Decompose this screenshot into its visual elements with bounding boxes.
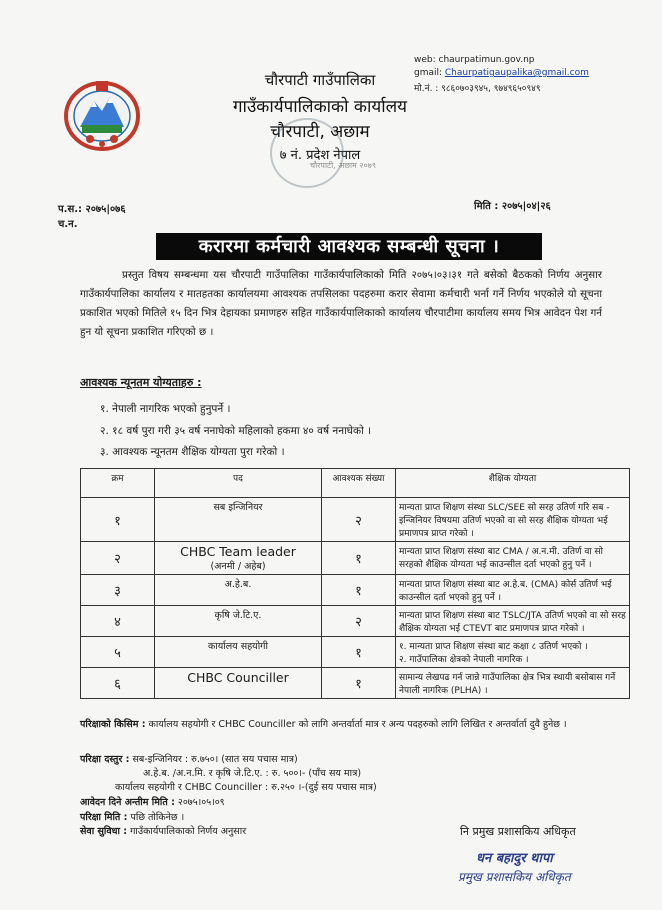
exam-type-label: परिक्षाको किसिम : xyxy=(80,719,146,730)
row-qualification: मान्यता प्राप्त शिक्षण संस्था बाट अ.हे.ब. (CMA) कोर्स उतिर्ण भई काउन्सील दर्ता भएको हुनु पर्ने । xyxy=(396,575,630,606)
table-row xyxy=(81,542,630,575)
table-row xyxy=(81,637,630,668)
row-post xyxy=(155,606,322,637)
table-row xyxy=(81,668,630,699)
row-post xyxy=(155,668,322,699)
signatory-name: धन बहादुर थापा xyxy=(476,851,553,866)
dispatch-number: च.न. xyxy=(58,219,78,230)
website-line: web: chaurpatimun.gov.np xyxy=(414,55,535,65)
col-header-qualification: शैक्षिक योग्यता xyxy=(396,469,630,498)
exam-fee xyxy=(80,752,298,765)
row-sn: ३ xyxy=(81,575,155,606)
email-line xyxy=(414,68,589,78)
table-row xyxy=(81,606,630,637)
deadline xyxy=(80,795,225,808)
row-qualification: मान्यता प्राप्त शिक्षण संस्था बाट TSLC/JTA उतिर्ण भएको वा सो सरह शैक्षिक योग्यता भई CTEVT बाट प्रमाणपत्र प्राप्त गरेको । xyxy=(396,606,630,637)
row-post xyxy=(155,575,322,606)
col-header-sn: क्रम xyxy=(81,469,155,498)
ref-number: प.स.: २०७५|०७६ xyxy=(58,204,126,215)
exam-fee-3: कार्यालय सहयोगी र CHBC Counciller : रु.२५० ।-(दुई सय पचास मात्र) xyxy=(115,782,377,793)
post-name: कार्यालय सहयोगी xyxy=(208,641,268,652)
row-count: १ xyxy=(322,575,396,606)
exam-date xyxy=(80,810,184,823)
row-qualification: १. मान्यता प्राप्त शिक्षण संस्था बाट कक्षा ८ उतिर्ण भएको । २. गाउँपालिका क्षेत्रको नेपाली नागरिक । xyxy=(396,637,630,668)
notice-title: करारमा कर्मचारी आवश्यक सम्बन्धी सूचना । xyxy=(156,233,542,260)
office-name-line1: चौरपाटी गाउँपालिका xyxy=(264,71,376,89)
signatory-designation: प्रमुख प्रशासकिय अधिकृत xyxy=(458,870,571,884)
stamp-text: चौरपाटी, अछाम २०७९ xyxy=(310,161,376,170)
table-row xyxy=(81,498,630,542)
deadline-label: आवेदन दिने अन्तीम मिति : xyxy=(80,797,175,808)
row-sn: १ xyxy=(81,498,155,542)
exam-type xyxy=(80,716,620,733)
facility-label: सेवा सुविधा : xyxy=(80,826,128,837)
exam-fee-1: सब-इन्जिनियर : रु.७५०। (सात सय पचास मात्र) xyxy=(132,754,298,765)
row-count: २ xyxy=(322,606,396,637)
post-name: CHBC Counciller xyxy=(187,670,289,685)
email-label: gmail: xyxy=(414,68,445,78)
exam-date-value: पछि तोकिनेछ । xyxy=(130,812,185,823)
phone-line: मो.नं. : ९८६०७०३९४५, ९७४९६५०९४९ xyxy=(414,84,541,94)
row-post xyxy=(155,498,322,542)
row-post xyxy=(155,542,322,575)
exam-fee-2: अ.हे.ब. /अ.न.मि. र कृषि जे.टि.ए. : रु. ५००।- (पाँच सय मात्र) xyxy=(143,768,362,779)
post-name: कृषि जे.टि.ए. xyxy=(214,610,262,621)
exam-date-label: परिक्षा मिति : xyxy=(80,812,128,823)
province-line: ७ नं. प्रदेश नेपाल xyxy=(279,148,361,163)
post-subtitle: (अनमी / अहेब) xyxy=(210,561,266,572)
row-count: २ xyxy=(322,498,396,542)
row-post xyxy=(155,637,322,668)
notice-date: मिति : २०७५|०४|२६ xyxy=(474,201,551,212)
row-qualification: मान्यता प्राप्त शिक्षण संस्था बाट CMA / अ.न.मी. उतिर्ण वा सो सरहको शैक्षिक योग्यता भई काउन्सील दर्ता भएको हुनु पर्ने । xyxy=(396,542,630,575)
row-count: १ xyxy=(322,668,396,699)
office-name-line2: गाउँकार्यपालिकाको कार्यालय xyxy=(232,97,408,117)
requirement-item: २. १८ वर्ष पुरा गरी ३५ वर्ष ननाघेको महिलाको हकमा ४० वर्ष ननाघेको । xyxy=(100,425,372,437)
post-name: सब इन्जिनियर xyxy=(213,502,263,513)
row-sn: ४ xyxy=(81,606,155,637)
office-stamp xyxy=(270,118,344,188)
email-link[interactable]: Chaurpatigaupalika@gmail.com xyxy=(444,68,589,78)
row-count: १ xyxy=(322,542,396,575)
deadline-value: २०७५।०५।०९ xyxy=(177,797,225,808)
municipality-emblem xyxy=(60,77,144,155)
table-row xyxy=(81,575,630,606)
exam-type-value: कार्यालय सहयोगी र CHBC Counciller को लागि अन्तर्वार्ता मात्र र अन्य पदहरुको लागि लिखित र अन्तर्वार्ता दुवै हुनेछ । xyxy=(148,719,567,730)
facility-value: गाउँकार्यपालिकाको निर्णय अनुसार xyxy=(130,826,247,837)
row-qualification: मान्यता प्राप्त शिक्षण संस्था SLC/SEE सो सरह उतिर्ण गरि सब - इन्जिनियर विषयमा उतिर्ण भएको वा सो सरह शैक्षिक योग्यता भई प्रमाणपत्र प्राप्त गरेको । xyxy=(396,498,630,542)
post-name: CHBC Team leader xyxy=(180,544,296,559)
row-qualification: सामान्य लेखपढ गर्न जान्ने गाउँपालिका क्षेत्र भित्र स्थायी बसोबास गर्ने नेपाली नागरिक (PLHA) । xyxy=(396,668,630,699)
facility xyxy=(80,824,246,837)
table-header-row xyxy=(81,469,630,498)
intro-paragraph: प्रस्तुत विषय सम्बन्धमा यस चौरपाटी गाउँपालिका गाउँकार्यपालिकाको मिति २०७५।०३।३१ गते बसेको बैठकको निर्णय अनुसार गाउँकार्यपालिका कार्यालय र मातहतका कार्यालयमा आवश्यक तपसिलका पदहरुमा करार सेवामा कर्मचारी भर्ना गर्ने निर्णय भएकोले यो सूचना प्रकाशित भएको मितिले १५ दिन भित्र देहायका प्रमाणहरु सहित गाउँकार्यपालिकाको कार्यालय चौरपाटीमा कार्यालय समय भित्र आवेदन पेश गर्न हुन यो सूचना प्रकाशित गरिएको छ । xyxy=(80,269,602,338)
post-name: अ.हे.ब. xyxy=(224,579,252,590)
office-address: चौरपाटी, अछाम xyxy=(270,122,370,142)
col-header-count: आवश्यक संख्या xyxy=(322,469,396,498)
col-header-post: पद xyxy=(155,469,322,498)
requirement-item: ३. आवश्यक न्यूनतम शैक्षिक योग्यता पुरा गरेको । xyxy=(100,446,285,458)
posts-table xyxy=(80,468,630,699)
row-sn: ५ xyxy=(81,637,155,668)
requirement-item: १. नेपाली नागरिक भएको हुनुपर्ने । xyxy=(100,403,231,415)
exam-fee-label: परिक्षा दस्तुर : xyxy=(80,754,130,765)
row-count: १ xyxy=(322,637,396,668)
row-sn: ६ xyxy=(81,668,155,699)
signatory-title: नि प्रमुख प्रशासकिय अधिकृत xyxy=(460,825,576,838)
requirements-heading: आवश्यक न्यूनतम योग्यताहरु : xyxy=(80,376,202,389)
row-sn: २ xyxy=(81,542,155,575)
